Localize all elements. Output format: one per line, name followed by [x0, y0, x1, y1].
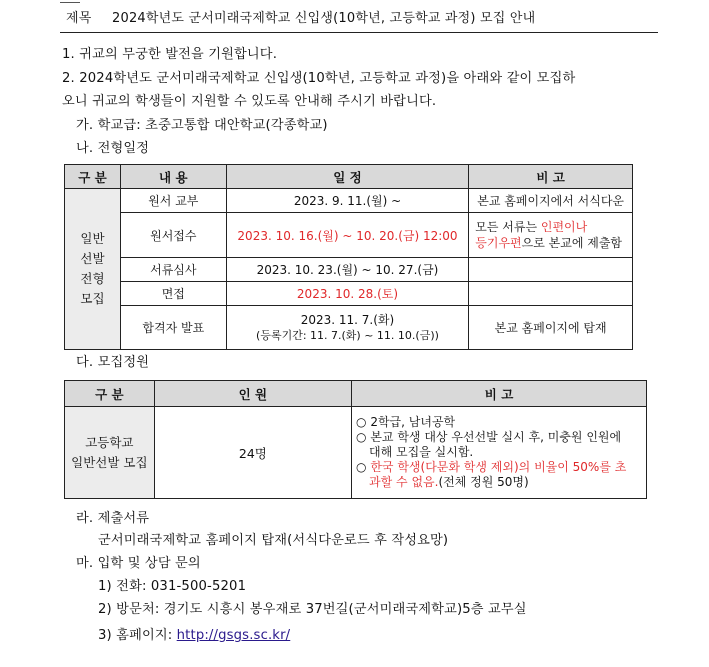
schedule-header-category: 구 분: [65, 165, 121, 189]
paragraph-2b: 오니 귀교의 학생들이 지원할 수 있도록 안내해 주시기 바랍니다.: [62, 94, 437, 109]
quota-note-3a: [356, 460, 642, 475]
schedule-row-content: 원서 교부: [120, 189, 226, 213]
section-ga: 가. 학교급: 초중고통합 대안학교(각종학교): [76, 118, 328, 133]
schedule-row-content: 면접: [120, 282, 226, 306]
quota-table: [64, 380, 647, 499]
schedule-header-note: 비 고: [469, 165, 633, 189]
section-na: 나. 전형일정: [76, 141, 150, 156]
note-bullet: ○: [356, 460, 371, 474]
schedule-row-note: 본교 홈페이지에서 서식다운: [469, 189, 633, 213]
schedule-row-content: 원서접수: [120, 213, 226, 258]
homepage-link[interactable]: http://gsgs.sc.kr/: [176, 628, 291, 643]
schedule-row-date: 2023. 10. 28.(토): [226, 282, 469, 306]
quota-note-1: ○ 2학급, 남녀공학: [356, 415, 456, 429]
note-text: (전체 정원 50명): [438, 475, 529, 489]
contact-visit: 2) 방문처: 경기도 시흥시 봉우재로 37번길(군서미래국제학교)5층 교무실: [98, 602, 527, 617]
quota-header-note: 비 고: [352, 381, 647, 407]
subject-label: 제목: [66, 11, 92, 26]
note-highlight: 한국 학생(다문화 학생 제외)의 비율이 50%를 초: [370, 460, 627, 474]
schedule-row-date: 2023. 9. 11.(월) ~: [226, 189, 469, 213]
schedule-group-label: 일반 선발 전형 모집: [80, 231, 105, 306]
contact-homepage: [98, 627, 290, 645]
schedule-header-date: 일 정: [226, 165, 469, 189]
schedule-group-cell: [65, 189, 121, 350]
note-highlight: 인편이나: [540, 220, 588, 234]
note-text: 으로 본교에 제출함: [521, 236, 623, 250]
schedule-row-date: [226, 306, 469, 350]
schedule-row-note: [469, 213, 633, 258]
paragraph-1: 1. 귀교의 무궁한 발전을 기원합니다.: [62, 47, 278, 62]
section-da: 다. 모집정원: [76, 355, 150, 370]
schedule-row-content: 합격자 발표: [120, 306, 226, 350]
date-main: 2023. 11. 7.(화): [300, 312, 395, 327]
contact-phone: 1) 전화: 031-500-5201: [98, 579, 247, 594]
quota-category-label: 고등학교 일반선발 모집: [71, 434, 148, 470]
note-highlight: 등기우편: [475, 236, 522, 250]
homepage-label: 3) 홈페이지:: [98, 628, 177, 643]
schedule-row-date: 2023. 10. 23.(월) ~ 10. 27.(금): [226, 258, 469, 282]
section-ra: 라. 제출서류: [76, 511, 150, 526]
date-sub: (등록기간: 11. 7.(화) ~ 11. 10.(금)): [256, 328, 439, 342]
note-text: 모든 서류는: [475, 220, 541, 234]
quota-note-3b: [356, 475, 642, 490]
quota-header-category: 구 분: [65, 381, 155, 407]
quota-note-2a: ○ 본교 학생 대상 우선선발 실시 후, 미충원 인원에: [356, 430, 622, 444]
quota-notes: [352, 407, 647, 499]
quota-count: 24명: [154, 407, 351, 499]
schedule-row-date: 2023. 10. 16.(월) ~ 10. 20.(금) 12:00: [226, 213, 469, 258]
section-ra-body: 군서미래국제학교 홈페이지 탑재(서식다운로드 후 작성요망): [98, 533, 449, 548]
page-fragment-line: [60, 0, 80, 3]
subject-title: 2024학년도 군서미래국제학교 신입생(10학년, 고등학교 과정) 모집 안내: [112, 11, 536, 26]
schedule-row-content: 서류심사: [120, 258, 226, 282]
schedule-row-note: [469, 282, 633, 306]
quota-category-cell: [65, 407, 155, 499]
quota-note-2b: 대해 모집을 실시함.: [369, 445, 474, 459]
schedule-table: [64, 164, 633, 350]
schedule-header-content: 내 용: [120, 165, 226, 189]
paragraph-2a: 2. 2024학년도 군서미래국제학교 신입생(10학년, 고등학교 과정)을 아래와 같이 모집하: [62, 71, 576, 86]
schedule-row-note: 본교 홈페이지에 탑재: [469, 306, 633, 350]
subject-row: [60, 6, 658, 33]
section-ma: 마. 입학 및 상담 문의: [76, 556, 201, 571]
schedule-row-note: [469, 258, 633, 282]
quota-header-count: 인 원: [154, 381, 351, 407]
note-highlight: 과할 수 없음.: [369, 475, 439, 489]
